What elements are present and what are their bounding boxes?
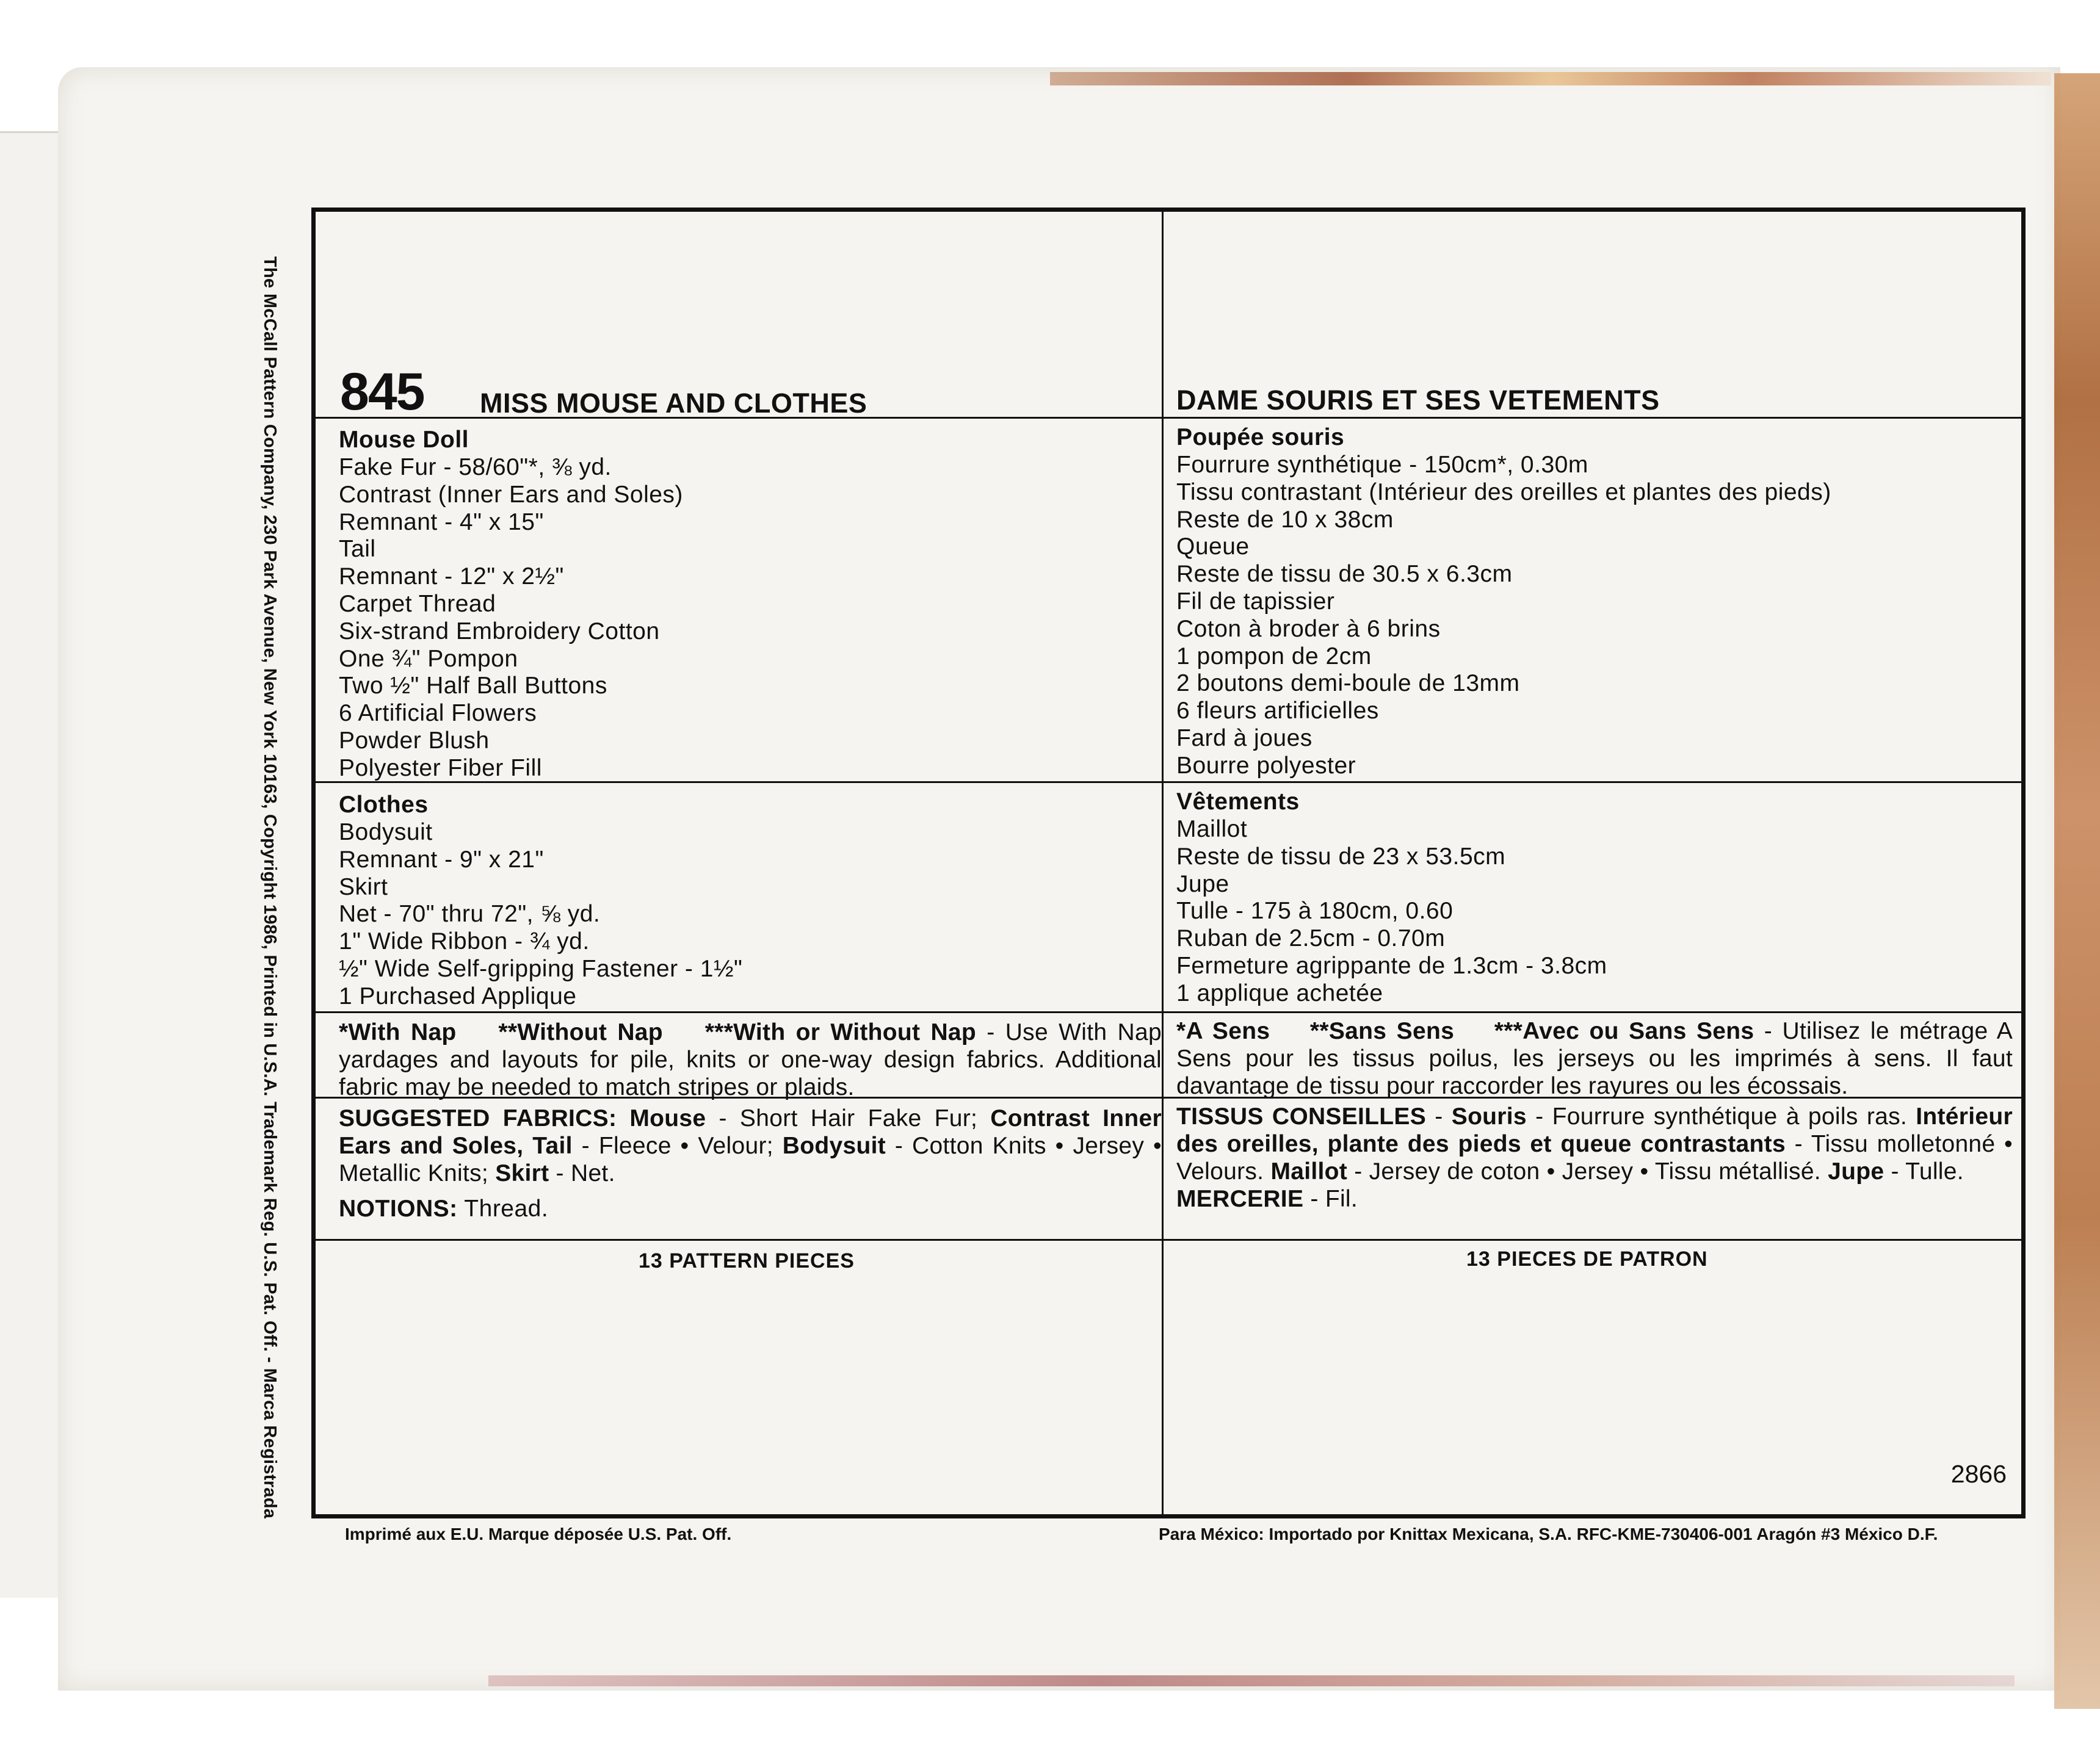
list-item: Fake Fur - 58/60"*, ⅜ yd. [339, 454, 612, 480]
torn-edge-right [2054, 73, 2100, 1709]
list-item: Maillot [1176, 816, 1248, 842]
list-item: Fourrure synthétique - 150cm*, 0.30m [1176, 452, 1588, 478]
contrast-fabric: - Fleece • Velour; [572, 1133, 783, 1159]
list-item: Jupe [1176, 870, 1229, 897]
footer-left: Imprimé aux E.U. Marque déposée U.S. Pat. Off. [345, 1525, 732, 1543]
contrast-label: Intérieur des oreilles, plante des pieds et queue contrastants [1176, 1103, 2013, 1157]
french-mouse-heading: Poupée souris [1176, 424, 1345, 450]
list-item: Reste de tissu de 30.5 x 6.3cm [1176, 561, 1513, 588]
english-suggested-fabrics [339, 1105, 1162, 1187]
list-item: 1 pompon de 2cm [1176, 643, 1372, 670]
list-item: Fermeture agrippante de 1.3cm - 3.8cm [1176, 953, 1607, 979]
pattern-info-box [311, 208, 2026, 1518]
english-pattern-pieces: 13 PATTERN PIECES [639, 1249, 855, 1273]
footer-right: Para México: Importado por Knittax Mexicana, S.A. RFC-KME-730406-001 Aragón #3 México D.F. [1159, 1525, 1938, 1543]
nap-without-label: **Without Nap [498, 1019, 663, 1045]
list-item: Skirt [339, 873, 388, 900]
torn-edge-top [1050, 72, 2051, 85]
list-item: Tulle - 175 à 180cm, 0.60 [1176, 898, 1454, 925]
jupe-label: Jupe [1828, 1158, 1885, 1185]
list-item: Two ½" Half Ball Buttons [339, 673, 607, 699]
french-column [1176, 212, 2019, 1514]
list-item: One ¾" Pompon [339, 645, 518, 672]
skirt-fabric: - Net. [549, 1160, 615, 1186]
contrast-label: Contrast Inner Ears and Soles, Tail [339, 1105, 1162, 1159]
nap-with-label: *With Nap [339, 1019, 457, 1045]
pattern-number: 845 [340, 363, 424, 421]
torn-edge-bottom [488, 1675, 2015, 1686]
list-item: Tail [339, 536, 376, 563]
english-notions [339, 1196, 548, 1222]
nap-with-label: *A Sens [1176, 1018, 1270, 1044]
publisher-side-text: The McCall Pattern Company, 230 Park Avenue, New York 10163, Copyright 1986, Printed in U.S.A. Trademark Reg. U.S. Pat. Off. - Marca Registrada [260, 256, 280, 1519]
mouse-label: Mouse [629, 1105, 706, 1132]
list-item: Bourre polyester [1176, 752, 1356, 779]
maillot-label: Maillot [1270, 1158, 1348, 1185]
list-item: Fil de tapissier [1176, 588, 1335, 615]
english-nap-note [339, 1019, 1162, 1101]
jupe-fabric: - Tulle. [1884, 1158, 1964, 1185]
column-divider [1162, 212, 1164, 1514]
list-item: Six-strand Embroidery Cotton [339, 618, 660, 644]
french-nap-note [1176, 1017, 2013, 1100]
nap-text: - Utilisez le métrage A Sens pour les tissus poilus, les jerseys ou les imprimés à sens. Il faut davantage de tissu pour raccorder les rayures ou les écossais. [1176, 1018, 2013, 1099]
bodysuit-label: Bodysuit [782, 1133, 886, 1159]
nap-text: - Use With Nap yardages and layouts for pile, knits or one-way design fabrics. Additional fabric may be needed to match stripes or plaids. [339, 1019, 1162, 1100]
list-item: 6 Artificial Flowers [339, 700, 537, 727]
english-clothes-heading: Clothes [339, 792, 429, 818]
list-item: Remnant - 4" x 15" [339, 508, 544, 535]
english-mouse-heading: Mouse Doll [339, 427, 469, 453]
suggested-fabrics-label: SUGGESTED FABRICS: [339, 1105, 617, 1132]
nap-either-label: ***Avec ou Sans Sens [1494, 1018, 1754, 1044]
list-item: Ruban de 2.5cm - 0.70m [1176, 925, 1446, 952]
french-title: DAME SOURIS ET SES VETEMENTS [1176, 384, 1660, 416]
list-item: Remnant - 12" x 2½" [339, 563, 564, 590]
list-item: Coton à broder à 6 brins [1176, 615, 1441, 642]
list-item: Bodysuit [339, 819, 433, 845]
notions-label: NOTIONS: [339, 1196, 458, 1222]
list-item: 1" Wide Ribbon - ¾ yd. [339, 928, 590, 955]
list-item: Polyester Fiber Fill [339, 754, 542, 781]
maillot-fabric: - Jersey de coton • Jersey • Tissu métallisé. [1347, 1158, 1828, 1185]
list-item: Remnant - 9" x 21" [339, 846, 544, 873]
english-title: MISS MOUSE AND CLOTHES [480, 388, 867, 419]
list-item: 1 Purchased Applique [339, 983, 577, 1009]
notions-text: - Fil. [1303, 1186, 1358, 1212]
souris-label: Souris [1451, 1103, 1527, 1130]
list-item: ½" Wide Self-gripping Fastener - 1½" [339, 956, 743, 982]
pattern-code: 2866 [1950, 1460, 2007, 1488]
notions-text: Thread. [457, 1196, 549, 1222]
suggested-fabrics-label: TISSUS CONSEILLES [1176, 1103, 1427, 1130]
french-clothes-heading: Vêtements [1176, 789, 1300, 815]
list-item: Tissu contrastant (Intérieur des oreilles et plantes des pieds) [1176, 478, 1831, 505]
nap-either-label: ***With or Without Nap [704, 1019, 977, 1045]
list-item: Contrast (Inner Ears and Soles) [339, 481, 683, 508]
list-item: 2 boutons demi-boule de 13mm [1176, 670, 1520, 697]
list-item: Powder Blush [339, 727, 490, 754]
bodysuit-fabric: - Cotton Knits • Jersey • Metallic Knits; [339, 1133, 1162, 1186]
skirt-label: Skirt [495, 1160, 549, 1186]
list-item: Reste de 10 x 38cm [1176, 506, 1394, 533]
list-item: Net - 70" thru 72", ⅝ yd. [339, 901, 601, 928]
list-item: 6 fleurs artificielles [1176, 698, 1379, 724]
french-pattern-pieces: 13 PIECES DE PATRON [1466, 1247, 1708, 1271]
list-item: Queue [1176, 533, 1250, 560]
list-item: Carpet Thread [339, 591, 496, 617]
contrast-fabric: - Tissu molletonné • Velours. [1176, 1131, 2013, 1185]
list-item: Reste de tissu de 23 x 53.5cm [1176, 843, 1506, 870]
english-column [330, 212, 1162, 1514]
mouse-fabric: - Short Hair Fake Fur; [706, 1105, 991, 1132]
nap-without-label: **Sans Sens [1309, 1018, 1455, 1044]
list-item: Fard à joues [1176, 725, 1312, 751]
list-item: 1 applique achetée [1176, 980, 1383, 1006]
notions-label: MERCERIE [1176, 1186, 1304, 1212]
souris-fabric: - Fourrure synthétique à poils ras. [1526, 1103, 1916, 1130]
french-suggested-fabrics: TISSUS CONSEILLES - Souris - Fourrure synthétique à poils ras. Intérieur des oreilles, plante des pieds et queue contrastants - Tissu molletonné • Velours. Maillot - Jersey de coton • Jersey • Tissu métallisé. Jupe - Tulle. MERCERIE - Fil. [1176, 1103, 2013, 1212]
